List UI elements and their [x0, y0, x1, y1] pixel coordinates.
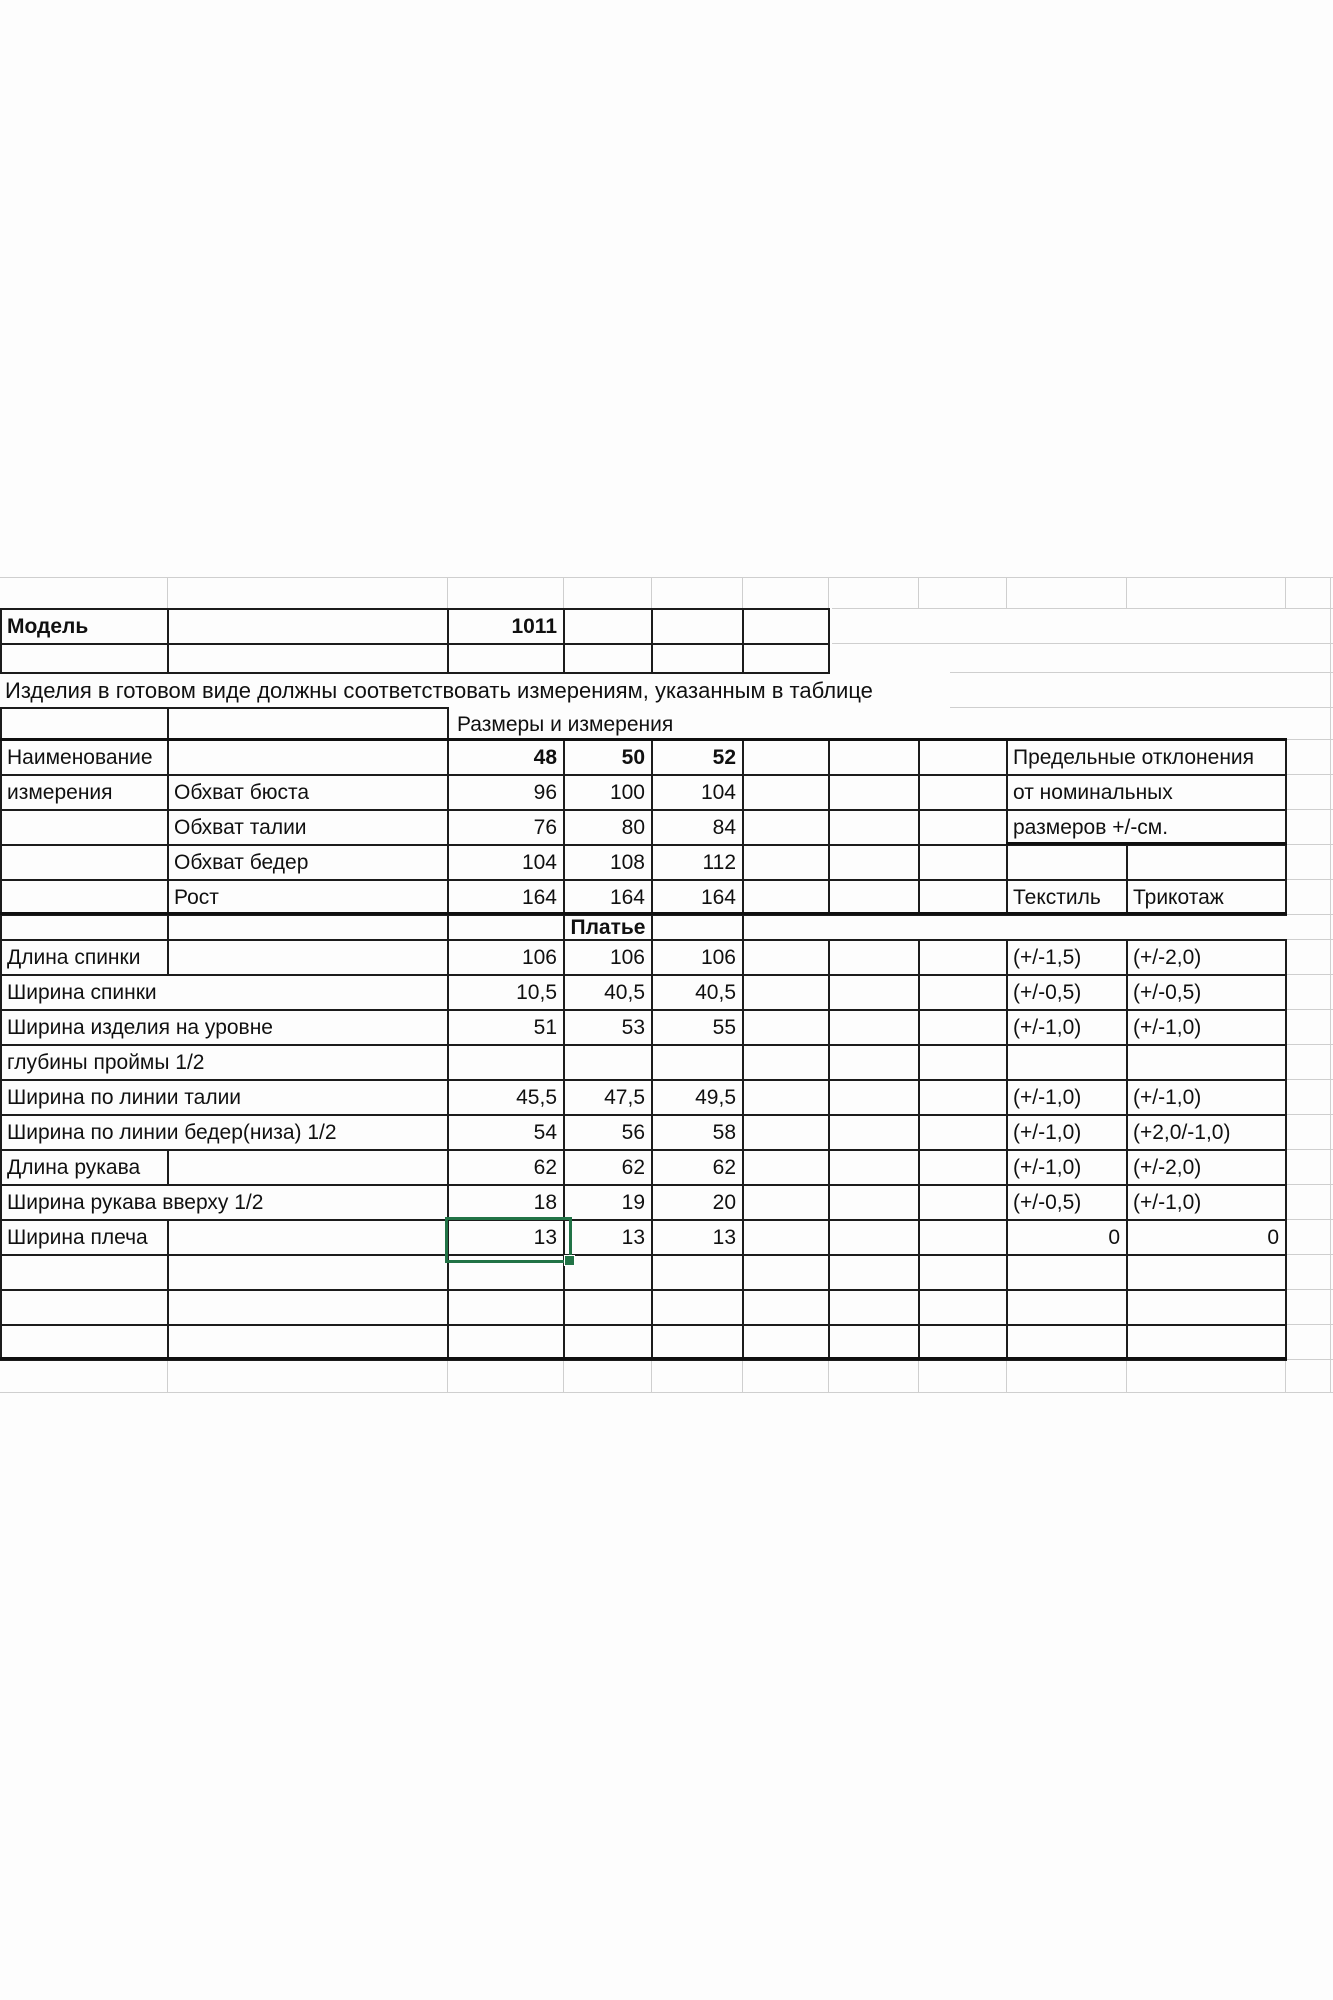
- textile-tolerance-cell[interactable]: (+/-1,0): [1006, 1149, 1128, 1186]
- cell-I8[interactable]: [1006, 844, 1128, 881]
- grid-line: [1287, 1184, 1333, 1185]
- knit-tolerance-cell[interactable]: (+/-1,0): [1126, 1009, 1287, 1046]
- base-value-cell[interactable]: 100: [563, 774, 653, 811]
- grid-line: [828, 1359, 829, 1392]
- cell-G19[interactable]: [828, 1219, 920, 1256]
- cell-H7[interactable]: [918, 809, 1008, 846]
- measure-value-cell[interactable]: 106: [563, 939, 653, 976]
- measure-value-cell[interactable]: 62: [651, 1149, 744, 1186]
- measure-value-cell[interactable]: 62: [447, 1149, 565, 1186]
- grid-line: [651, 1359, 652, 1392]
- cell-E22[interactable]: [651, 1324, 744, 1361]
- cell-H15[interactable]: [918, 1079, 1008, 1116]
- grid-line: [1287, 1114, 1333, 1115]
- grid-line: [1287, 739, 1333, 740]
- measure-label-cell[interactable]: Ширина по линии талии: [0, 1079, 449, 1116]
- measure-label-cell[interactable]: глубины проймы 1/2: [0, 1044, 449, 1081]
- cell-F9[interactable]: [742, 879, 830, 916]
- base-value-cell[interactable]: 112: [651, 844, 744, 881]
- cell-A7[interactable]: [0, 809, 169, 846]
- cell-C2[interactable]: [447, 643, 565, 674]
- cell-G7[interactable]: [828, 809, 920, 846]
- measure-value-cell[interactable]: 40,5: [563, 974, 653, 1011]
- grid-line: [1287, 844, 1333, 845]
- grid-line: [1006, 1359, 1007, 1392]
- base-value-cell[interactable]: 80: [563, 809, 653, 846]
- selected-cell[interactable]: 13: [447, 1219, 565, 1256]
- size-52-header-cell[interactable]: 52: [651, 739, 744, 776]
- knit-tolerance-cell[interactable]: [1126, 1044, 1287, 1081]
- textile-tolerance-cell[interactable]: (+/-1,0): [1006, 1079, 1128, 1116]
- knit-header-cell[interactable]: Трикотаж: [1126, 879, 1287, 916]
- note-cell[interactable]: Изделия в готовом виде должны соответствовать измерениям, указанным в таблице: [5, 677, 873, 703]
- grid-line: [950, 707, 1333, 708]
- grid-line: [832, 608, 1333, 609]
- grid-line: [1287, 1289, 1333, 1290]
- measure-value-cell[interactable]: 10,5: [447, 974, 565, 1011]
- grid-line: [651, 577, 652, 608]
- cell-B11[interactable]: [167, 939, 449, 976]
- section-title-cell[interactable]: Размеры и измерения: [457, 712, 674, 736]
- base-label-cell[interactable]: Обхват бедер: [167, 844, 449, 881]
- cell-A8[interactable]: [0, 844, 169, 881]
- cell-G20[interactable]: [828, 1254, 920, 1291]
- measure-value-cell[interactable]: 45,5: [447, 1079, 565, 1116]
- cell-H12[interactable]: [918, 974, 1008, 1011]
- cell-A20[interactable]: [0, 1254, 169, 1291]
- cell-F19[interactable]: [742, 1219, 830, 1256]
- measure-label-cell[interactable]: Ширина рукава вверху 1/2: [0, 1184, 449, 1221]
- cell-D22[interactable]: [563, 1324, 653, 1361]
- measure-value-cell[interactable]: 54: [447, 1114, 565, 1151]
- measure-value-cell[interactable]: 19: [563, 1184, 653, 1221]
- cell-H21[interactable]: [918, 1289, 1008, 1326]
- grid-line: [447, 577, 448, 608]
- cell-G11[interactable]: [828, 939, 920, 976]
- grid-line: [1006, 577, 1007, 608]
- grid-line: [1287, 1324, 1333, 1325]
- cell-G14[interactable]: [828, 1044, 920, 1081]
- cell-B19[interactable]: [167, 1219, 449, 1256]
- cell-G5[interactable]: [828, 739, 920, 776]
- cell-F15[interactable]: [742, 1079, 830, 1116]
- base-value-cell[interactable]: 164: [651, 879, 744, 916]
- cell-H8[interactable]: [918, 844, 1008, 881]
- base-value-cell[interactable]: 104: [651, 774, 744, 811]
- grid-line: [1126, 1359, 1127, 1392]
- header-top-heavy-line: [0, 738, 1287, 741]
- grid-line-right-edge: [1330, 577, 1331, 1392]
- cell-B2[interactable]: [167, 643, 449, 674]
- cell-B22[interactable]: [167, 1324, 449, 1361]
- cell-A9[interactable]: [0, 879, 169, 916]
- knit-tolerance-cell[interactable]: (+/-0,5): [1126, 974, 1287, 1011]
- grid-line: [742, 1359, 743, 1392]
- cell-F14[interactable]: [742, 1044, 830, 1081]
- measure-value-cell[interactable]: [563, 1044, 653, 1081]
- measure-value-cell[interactable]: 53: [563, 1009, 653, 1046]
- grid-line: [1287, 774, 1333, 775]
- cell-D21[interactable]: [563, 1289, 653, 1326]
- cell-H16[interactable]: [918, 1114, 1008, 1151]
- knit-tolerance-cell[interactable]: (+/-2,0): [1126, 1149, 1287, 1186]
- grid-line: [1287, 1079, 1333, 1080]
- measure-value-cell[interactable]: 20: [651, 1184, 744, 1221]
- cell-F18[interactable]: [742, 1184, 830, 1221]
- measure-value-cell[interactable]: 40,5: [651, 974, 744, 1011]
- cell-J22[interactable]: [1126, 1324, 1287, 1361]
- grid-line: [167, 577, 168, 608]
- grid-line: [1287, 1219, 1333, 1220]
- tolerance-heavy-line: [1006, 842, 1287, 845]
- fill-handle[interactable]: [564, 1255, 575, 1266]
- model-label-cell[interactable]: Модель: [0, 608, 169, 645]
- cell-G13[interactable]: [828, 1009, 920, 1046]
- base-value-cell[interactable]: 108: [563, 844, 653, 881]
- cell-G8[interactable]: [828, 844, 920, 881]
- textile-tolerance-cell[interactable]: 0: [1006, 1219, 1128, 1256]
- cell-H18[interactable]: [918, 1184, 1008, 1221]
- cell-D2[interactable]: [563, 643, 653, 674]
- cell-B5[interactable]: [167, 739, 449, 776]
- cell-F7[interactable]: [742, 809, 830, 846]
- tolerance-title-cell[interactable]: Предельные отклонения: [1006, 739, 1287, 776]
- grid-line: [1287, 1044, 1333, 1045]
- cell-E20[interactable]: [651, 1254, 744, 1291]
- measure-value-cell[interactable]: [651, 1044, 744, 1081]
- cell-H5[interactable]: [918, 739, 1008, 776]
- cell-F1[interactable]: [742, 608, 830, 645]
- knit-tolerance-cell[interactable]: (+2,0/-1,0): [1126, 1114, 1287, 1151]
- cell-F2[interactable]: [742, 643, 830, 674]
- cell-D20[interactable]: [563, 1254, 653, 1291]
- cell-C10[interactable]: [447, 914, 565, 941]
- grid-line: [832, 643, 1333, 644]
- size-50-header-cell[interactable]: 50: [563, 739, 653, 776]
- measure-value-cell[interactable]: 47,5: [563, 1079, 653, 1116]
- grid-line: [1287, 1254, 1333, 1255]
- cell-G22[interactable]: [828, 1324, 920, 1361]
- base-value-cell[interactable]: 104: [447, 844, 565, 881]
- cell-E2[interactable]: [651, 643, 744, 674]
- knit-tolerance-cell[interactable]: (+/-2,0): [1126, 939, 1287, 976]
- grid-line: [1126, 577, 1127, 608]
- grid-line: [1287, 974, 1333, 975]
- base-value-cell[interactable]: 76: [447, 809, 565, 846]
- measure-value-cell[interactable]: 62: [563, 1149, 653, 1186]
- cell-F11[interactable]: [742, 939, 830, 976]
- cell-H17[interactable]: [918, 1149, 1008, 1186]
- measure-value-cell[interactable]: 49,5: [651, 1079, 744, 1116]
- measure-value-cell[interactable]: 106: [447, 939, 565, 976]
- cell-I21[interactable]: [1006, 1289, 1128, 1326]
- cell-G21[interactable]: [828, 1289, 920, 1326]
- cell-J21[interactable]: [1126, 1289, 1287, 1326]
- knit-tolerance-cell[interactable]: 0: [1126, 1219, 1287, 1256]
- grid-line: [563, 1359, 564, 1392]
- cell-H6[interactable]: [918, 774, 1008, 811]
- grid-line: [1287, 1009, 1333, 1010]
- base-value-cell[interactable]: 84: [651, 809, 744, 846]
- textile-tolerance-cell[interactable]: (+/-1,5): [1006, 939, 1128, 976]
- grid-line: [1287, 1149, 1333, 1150]
- grid-line: [1285, 1359, 1286, 1392]
- cell-B20[interactable]: [167, 1254, 449, 1291]
- measure-value-cell[interactable]: 56: [563, 1114, 653, 1151]
- tolerance-title-cell[interactable]: размеров +/-см.: [1006, 809, 1287, 846]
- cell-H9[interactable]: [918, 879, 1008, 916]
- measure-label-cell[interactable]: Ширина спинки: [0, 974, 449, 1011]
- cell-G18[interactable]: [828, 1184, 920, 1221]
- base-label-cell[interactable]: Обхват бюста: [167, 774, 449, 811]
- cell-E10[interactable]: [651, 914, 744, 941]
- measure-value-cell[interactable]: 55: [651, 1009, 744, 1046]
- grid-line: [950, 672, 1333, 673]
- measure-label-cell[interactable]: Длина рукава: [0, 1149, 169, 1186]
- table-bottom-heavy-line: [0, 1357, 1287, 1360]
- grid-line: [1287, 1359, 1333, 1360]
- cell-F12[interactable]: [742, 974, 830, 1011]
- grid-line: [918, 1359, 919, 1392]
- cell-G9[interactable]: [828, 879, 920, 916]
- cell-F13[interactable]: [742, 1009, 830, 1046]
- header-name-cell[interactable]: Наименование: [0, 739, 169, 776]
- cell-B1[interactable]: [167, 608, 449, 645]
- size-48-header-cell[interactable]: 48: [447, 739, 565, 776]
- measure-value-cell[interactable]: [447, 1044, 565, 1081]
- grid-line: [0, 1392, 1333, 1393]
- grid-line: [1287, 914, 1333, 915]
- base-label-cell[interactable]: Обхват талии: [167, 809, 449, 846]
- grid-line: [167, 1359, 168, 1392]
- cell-G15[interactable]: [828, 1079, 920, 1116]
- cell-G17[interactable]: [828, 1149, 920, 1186]
- cell-F20[interactable]: [742, 1254, 830, 1291]
- measure-label-cell[interactable]: Длина спинки: [0, 939, 169, 976]
- measure-label-cell[interactable]: Ширина по линии бедер(низа) 1/2: [0, 1114, 449, 1151]
- cell-G12[interactable]: [828, 974, 920, 1011]
- cell-F17[interactable]: [742, 1149, 830, 1186]
- grid-line: [1285, 577, 1286, 608]
- cell-B10[interactable]: [167, 914, 449, 941]
- cell-G16[interactable]: [828, 1114, 920, 1151]
- measure-value-cell[interactable]: 13: [563, 1219, 653, 1256]
- cell-A4[interactable]: [0, 707, 169, 741]
- measure-value-cell[interactable]: 106: [651, 939, 744, 976]
- measure-value-cell[interactable]: 18: [447, 1184, 565, 1221]
- cell-B17[interactable]: [167, 1149, 449, 1186]
- cell-F8[interactable]: [742, 844, 830, 881]
- measure-value-cell[interactable]: 51: [447, 1009, 565, 1046]
- cell-C22[interactable]: [447, 1324, 565, 1361]
- measure-label-cell[interactable]: Ширина плеча: [0, 1219, 169, 1256]
- cell-H22[interactable]: [918, 1324, 1008, 1361]
- measure-value-cell[interactable]: 58: [651, 1114, 744, 1151]
- header-bottom-heavy-line: [0, 912, 1287, 915]
- cell-I20[interactable]: [1006, 1254, 1128, 1291]
- knit-tolerance-cell[interactable]: (+/-1,0): [1126, 1079, 1287, 1116]
- cell-H14[interactable]: [918, 1044, 1008, 1081]
- grid-line: [1287, 939, 1333, 940]
- grid-line: [1287, 879, 1333, 880]
- textile-tolerance-cell[interactable]: (+/-1,0): [1006, 1114, 1128, 1151]
- textile-tolerance-cell[interactable]: (+/-0,5): [1006, 974, 1128, 1011]
- textile-tolerance-cell[interactable]: (+/-0,5): [1006, 1184, 1128, 1221]
- grid-line: [1287, 809, 1333, 810]
- textile-tolerance-cell[interactable]: (+/-1,0): [1006, 1009, 1128, 1046]
- cell-F6[interactable]: [742, 774, 830, 811]
- cell-H19[interactable]: [918, 1219, 1008, 1256]
- cell-G6[interactable]: [828, 774, 920, 811]
- cell-B4[interactable]: [167, 707, 449, 741]
- cell-I22[interactable]: [1006, 1324, 1128, 1361]
- base-value-cell[interactable]: 164: [563, 879, 653, 916]
- grid-line: [918, 577, 919, 608]
- base-value-cell[interactable]: 164: [447, 879, 565, 916]
- cell-C21[interactable]: [447, 1289, 565, 1326]
- cell-F16[interactable]: [742, 1114, 830, 1151]
- cell-A21[interactable]: [0, 1289, 169, 1326]
- base-label-cell[interactable]: Рост: [167, 879, 449, 916]
- grid-line: [447, 1359, 448, 1392]
- measure-value-cell[interactable]: 13: [651, 1219, 744, 1256]
- cell-H13[interactable]: [918, 1009, 1008, 1046]
- grid-line: [563, 577, 564, 608]
- cell-A22[interactable]: [0, 1324, 169, 1361]
- cell-A10[interactable]: [0, 914, 169, 941]
- cell-J20[interactable]: [1126, 1254, 1287, 1291]
- cell-F21[interactable]: [742, 1289, 830, 1326]
- cell-D1[interactable]: [563, 608, 653, 645]
- cell-F22[interactable]: [742, 1324, 830, 1361]
- cell-H11[interactable]: [918, 939, 1008, 976]
- cell-E21[interactable]: [651, 1289, 744, 1326]
- knit-tolerance-cell[interactable]: (+/-1,0): [1126, 1184, 1287, 1221]
- cell-H20[interactable]: [918, 1254, 1008, 1291]
- base-value-cell[interactable]: 96: [447, 774, 565, 811]
- measure-label-cell[interactable]: Ширина изделия на уровне: [0, 1009, 449, 1046]
- cell-B21[interactable]: [167, 1289, 449, 1326]
- cell-E1[interactable]: [651, 608, 744, 645]
- cell-F5[interactable]: [742, 739, 830, 776]
- textile-header-cell[interactable]: Текстиль: [1006, 879, 1128, 916]
- header-name2-cell[interactable]: измерения: [0, 774, 169, 811]
- model-number-cell[interactable]: 1011: [447, 608, 565, 645]
- grid-line: [828, 577, 829, 608]
- active-cell-outline[interactable]: [445, 1217, 572, 1263]
- garment-title-cell[interactable]: Платье: [563, 914, 653, 941]
- textile-tolerance-cell[interactable]: [1006, 1044, 1128, 1081]
- tolerance-title-cell[interactable]: от номинальных: [1006, 774, 1287, 811]
- grid-line: [742, 577, 743, 608]
- grid-line: [0, 577, 1333, 578]
- cell-A2[interactable]: [0, 643, 169, 674]
- cell-J8[interactable]: [1126, 844, 1287, 881]
